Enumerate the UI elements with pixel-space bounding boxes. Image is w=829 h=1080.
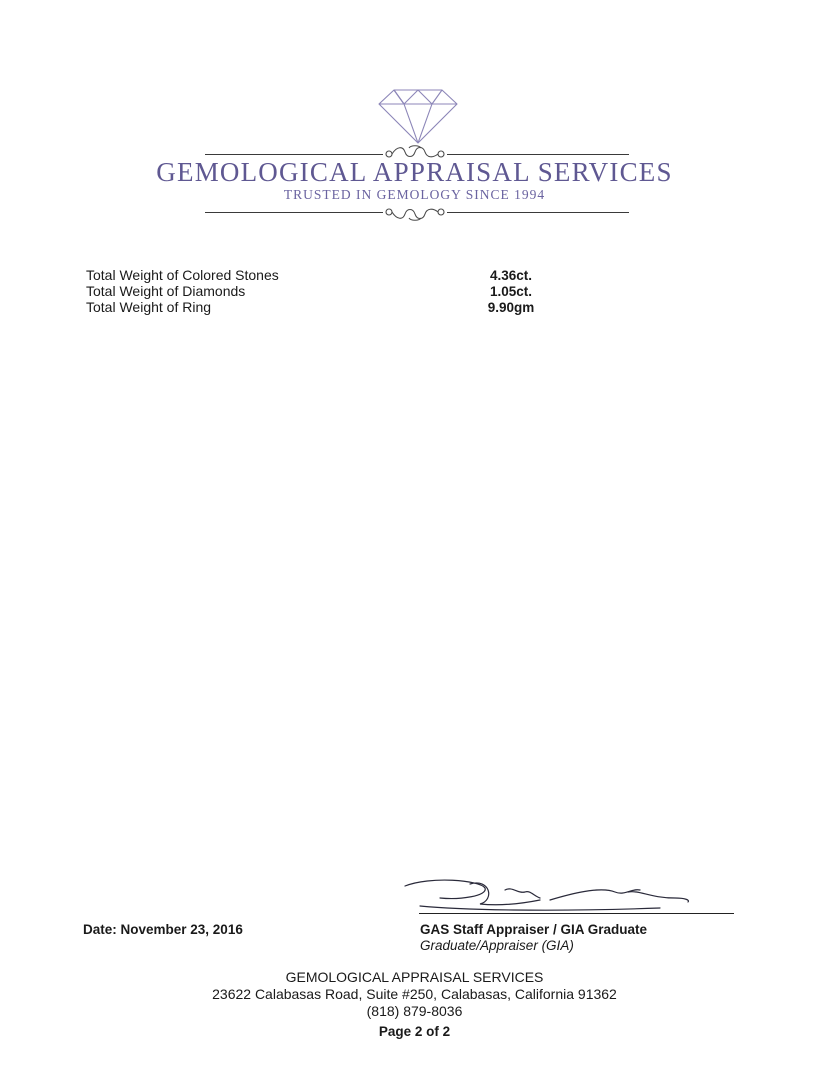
weight-value-ring: 9.90gm: [487, 300, 535, 315]
appraisal-date: Date: November 23, 2016: [83, 922, 243, 937]
diamond-logo-icon: [378, 88, 458, 144]
company-tagline: TRUSTED IN GEMOLOGY SINCE 1994: [283, 187, 546, 202]
signature-line: [419, 913, 734, 914]
header-top-rule-right: [447, 154, 629, 155]
page-number: Page 2 of 2: [378, 1024, 451, 1039]
appraiser-credential: Graduate/Appraiser (GIA): [420, 938, 574, 953]
signature-icon: [400, 870, 700, 918]
weight-value-diamonds: 1.05ct.: [489, 284, 533, 299]
weight-label-diamonds: Total Weight of Diamonds: [86, 283, 246, 299]
company-name: GEMOLOGICAL APPRAISAL SERVICES: [156, 157, 673, 187]
weight-label-colored-stones: Total Weight of Colored Stones: [86, 267, 279, 283]
footer-company-name: GEMOLOGICAL APPRAISAL SERVICES: [285, 969, 544, 985]
header-bottom-rule: [205, 212, 383, 213]
header-bottom-rule-right: [447, 212, 629, 213]
header-top-rule: [205, 154, 383, 155]
footer-address: 23622 Calabasas Road, Suite #250, Calabasas, California 91362: [212, 986, 617, 1002]
weight-value-colored-stones: 4.36ct.: [489, 268, 533, 283]
weight-label-ring: Total Weight of Ring: [86, 299, 212, 315]
appraiser-title: GAS Staff Appraiser / GIA Graduate: [420, 922, 648, 937]
ornamental-scroll-icon: [383, 204, 447, 222]
footer-phone: (818) 879-8036: [366, 1003, 463, 1019]
